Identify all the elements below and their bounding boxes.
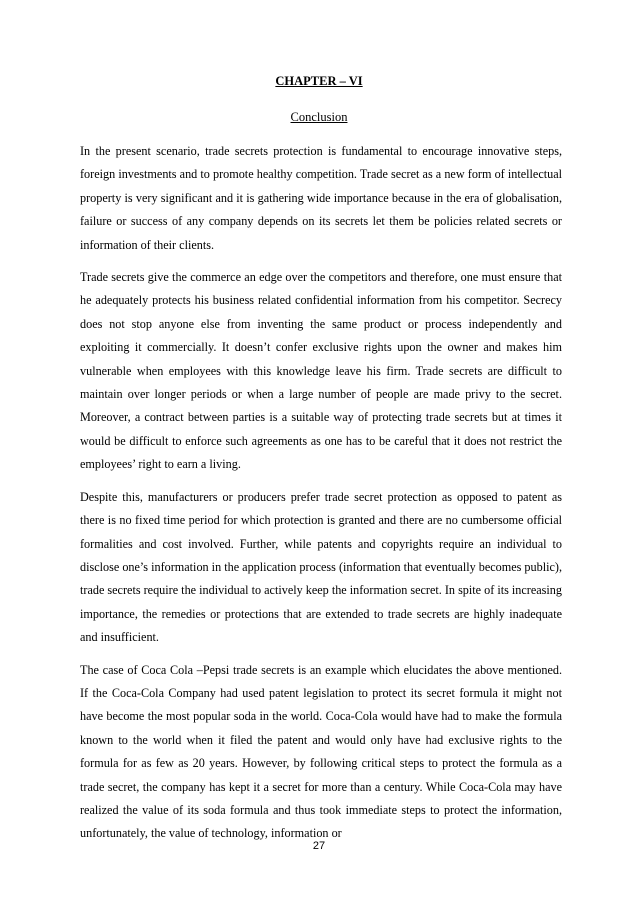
page-number: 27 (312, 840, 326, 852)
paragraph: In the present scenario, trade secrets protection is fundamental to encourage innovative steps, foreign investments and to promote healthy competition. Trade secret as a new form of intellectual property is very significant and it is gathering wide importance because in the era of globalisation, failure or success of any company depends on its secrets let them be policies related secrets or information of their clients. (80, 144, 562, 252)
section-heading: Conclusion (290, 110, 348, 124)
paragraph: Trade secrets give the commerce an edge over the competitors and therefore, one must ensure that he adequately protects his business related confidential information from his competitor. Secrecy does not stop anyone else from inventing the same product or process independently and exploiting it commercially. It doesn’t confer exclusive rights upon the owner and makes him vulnerable when employees with this knowledge leave his firm. Trade secrets are difficult to maintain over longer periods or when a large number of people are made privy to the secret. Moreover, a contract between parties is a suitable way of protecting trade secrets but at times it would be difficult to enforce such agreements as one has to be careful that it does not restrict the employees’ right to earn a living. (80, 270, 562, 472)
paragraph: Despite this, manufacturers or producers prefer trade secret protection as opposed to patent as there is no fixed time period for which protection is granted and there are no cumbersome official formalities and cost involved. Further, while patents and copyrights require an individual to disclose one’s information in the application process (information that eventually becomes public), trade secrets require the individual to actively keep the information secret. In spite of its increasing importance, the remedies or protections that are extended to trade secrets are highly inadequate and insufficient. (80, 489, 562, 645)
chapter-heading: CHAPTER – VI (275, 74, 363, 88)
body-text (80, 140, 562, 855)
paragraph: The case of Coca Cola –Pepsi trade secrets is an example which elucidates the above mentioned. If the Coca-Cola Company had used patent legislation to protect its secret formula it might not have become the most popular soda in the world. Coca-Cola would have had to make the formula known to the world when it filed the patent and would only have had exclusive rights to the formula for as few as 20 years. However, by following critical steps to protect the formula as a trade secret, the company has kept it a secret for more than a century. While Coca-Cola may have realized the value of its soda formula and thus took immediate steps to protect the information, unfortunately, the value of technology, information or (80, 662, 562, 841)
